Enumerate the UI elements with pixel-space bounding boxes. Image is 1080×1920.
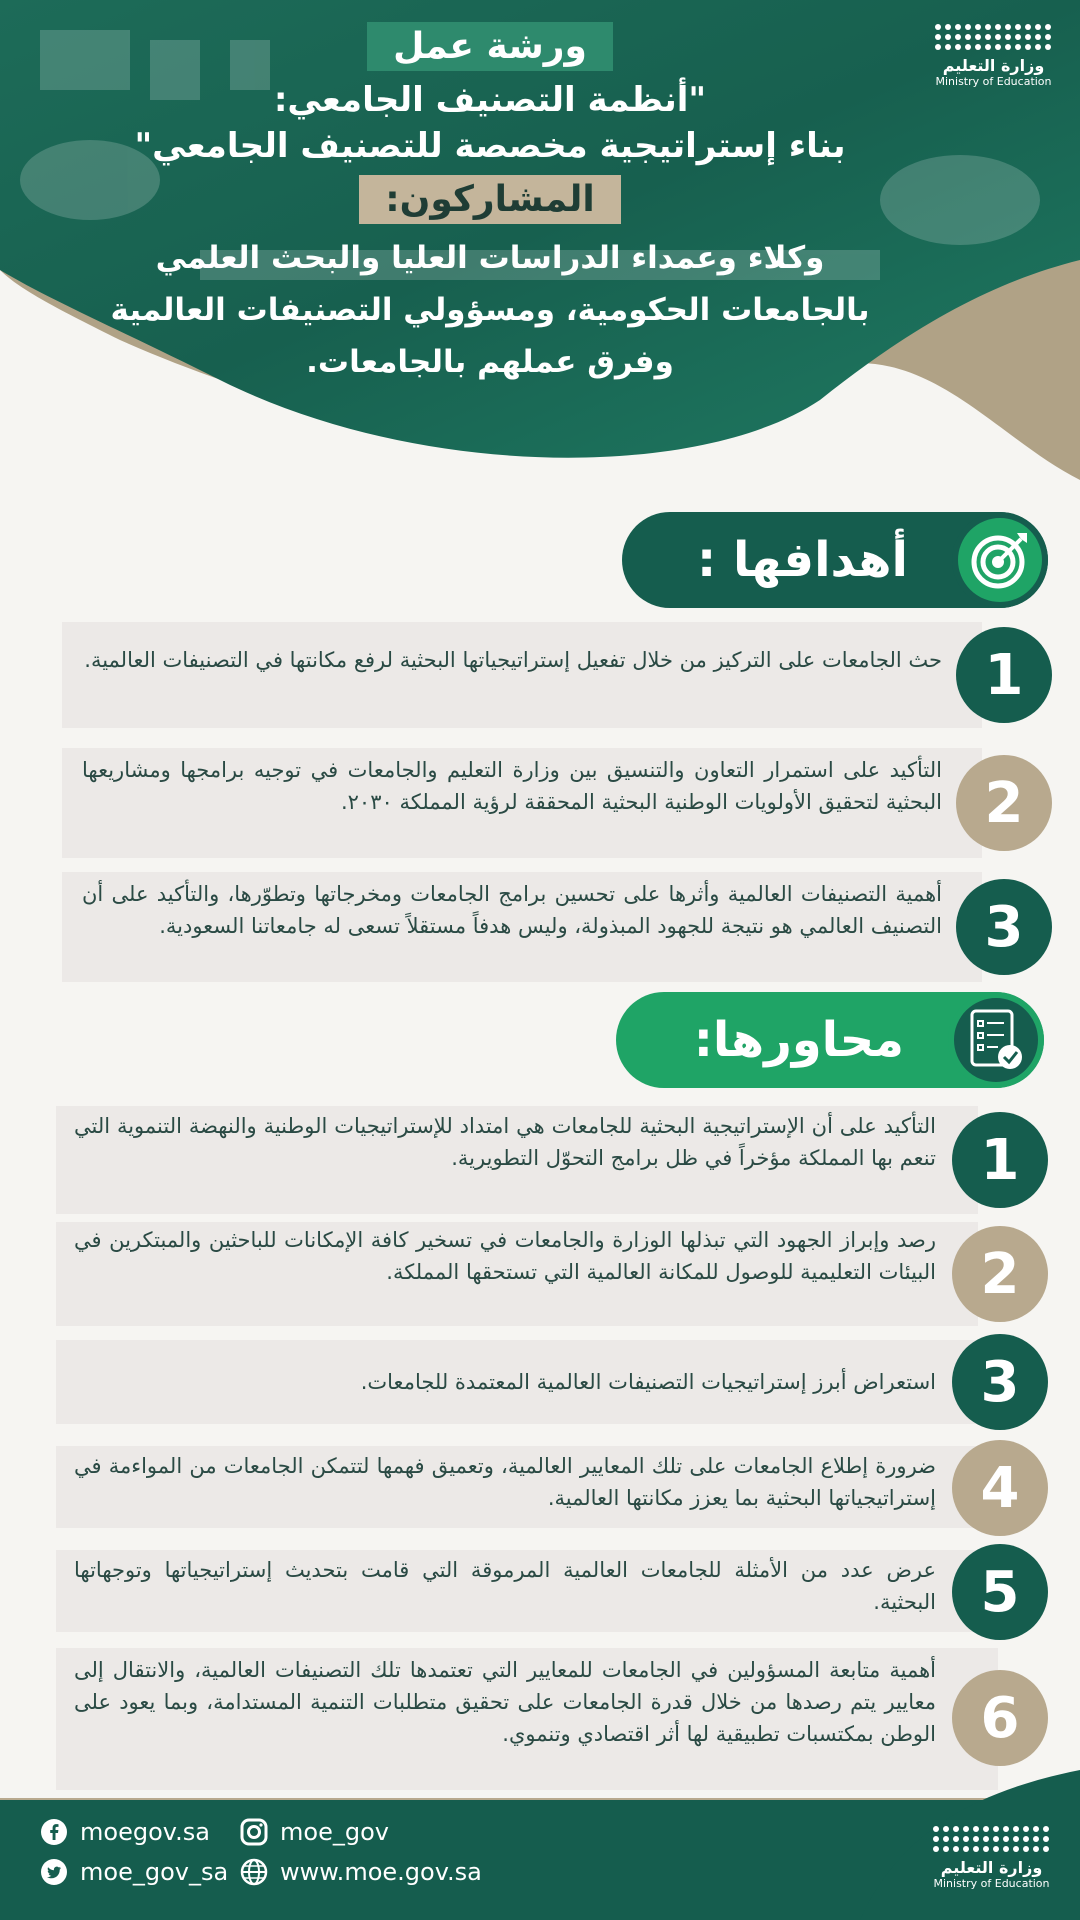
participants-tag: المشاركون: <box>359 175 621 224</box>
goals-heading-bar <box>622 512 1048 608</box>
title-line-2: بناء إستراتيجية مخصصة للتصنيف الجامعي" <box>134 126 846 166</box>
logo-text-en: Ministry of Education <box>935 75 1052 88</box>
website-link[interactable] <box>240 1858 482 1886</box>
axis-item <box>56 1106 1048 1214</box>
workshop-tag: ورشة عمل <box>367 22 613 71</box>
facebook-handle: moegov.sa <box>80 1818 210 1846</box>
participants-line-2: بالجامعات الحكومية، ومسؤولي التصنيفات العالمية <box>110 292 870 328</box>
axis-number: 5 <box>952 1544 1048 1640</box>
axis-number: 1 <box>952 1112 1048 1208</box>
axis-item <box>56 1222 1048 1326</box>
goal-text: حث الجامعات على التركيز من خلال تفعيل إستراتيجياتها البحثية لرفع مكانتها في التصنيفات العالمية. <box>84 648 942 672</box>
footer-logo-text-ar: وزارة التعليم <box>940 1858 1043 1877</box>
goal-number: 3 <box>956 879 1052 975</box>
twitter-handle: moe_gov_sa <box>80 1858 229 1886</box>
logo-text-ar: وزارة التعليم <box>942 56 1045 75</box>
goal-item <box>62 622 1052 728</box>
axis-text: أهمية متابعة المسؤولين في الجامعات للمعايير التي تعتمدها تلك التصنيفات العالمية، والانتقال إلى معايير يتم رصدها من خلال قدرة الجامعات على تحقيق متطلبات التنمية المستدامة، وبما يعود على الوطن بمكتسبات تطبيقية لها أثر اقتصادي وتنموي. <box>74 1658 936 1746</box>
website-url: www.moe.gov.sa <box>280 1858 482 1886</box>
logo-dots-icon <box>933 1826 1050 1852</box>
twitter-link[interactable] <box>40 1858 228 1886</box>
axis-text: التأكيد على أن الإستراتيجية البحثية للجامعات هي امتداد للإستراتيجيات الوطنية والنهضة التنموية التي تنعم بها المملكة مؤخراً في ظل برامج التحوّل التطويرية. <box>74 1114 936 1170</box>
goals-heading: أهدافها : <box>697 532 908 588</box>
twitter-icon <box>40 1858 68 1886</box>
axis-text: رصد وإبراز الجهود التي تبذلها الوزارة والجامعات في تسخير كافة الإمكانات للباحثين والمبتكرين في البيئات التعليمية للوصول للمكانة العالمية التي تستحقها المملكة. <box>74 1228 936 1284</box>
axis-item <box>56 1542 1048 1642</box>
axis-text: ضرورة إطلاع الجامعات على تلك المعايير العالمية، وتعميق فهمها لتتمكن الجامعات من المواءمة في إستراتيجياتها البحثية بما يعزز مكانتها العالمية. <box>74 1454 936 1510</box>
participants-line-1: وكلاء وعمداء الدراسات العليا والبحث العلمي <box>155 240 825 276</box>
title-line-1: "أنظمة التصنيف الجامعي: <box>273 80 707 120</box>
axis-item <box>56 1332 1048 1432</box>
target-icon <box>952 512 1048 608</box>
axes-heading: محاورها: <box>693 1012 904 1068</box>
axis-number: 6 <box>952 1670 1048 1766</box>
goal-number: 1 <box>956 627 1052 723</box>
goal-item <box>62 872 1052 982</box>
facebook-icon <box>40 1818 68 1846</box>
goal-text: التأكيد على استمرار التعاون والتنسيق بين وزارة التعليم والجامعات في توجيه برامجها ومشاريعها البحثية لتحقيق الأولويات الوطنية البحثية المحققة لرؤية المملكة ٢٠٣٠. <box>82 758 942 814</box>
logo-dots-icon <box>935 24 1052 50</box>
title-block <box>60 22 920 388</box>
checklist-icon <box>948 992 1044 1088</box>
axis-number: 4 <box>952 1440 1048 1536</box>
axis-item <box>56 1648 1048 1790</box>
footer-ministry-logo <box>933 1826 1050 1890</box>
axis-number: 2 <box>952 1226 1048 1322</box>
instagram-handle: moe_gov <box>280 1818 389 1846</box>
ministry-logo <box>935 24 1052 88</box>
axis-number: 3 <box>952 1334 1048 1430</box>
axis-text: عرض عدد من الأمثلة للجامعات العالمية المرموقة التي قامت بتحديث إستراتيجياتها وتوجهاتها البحثية. <box>74 1558 936 1614</box>
goal-number: 2 <box>956 755 1052 851</box>
footer <box>0 1800 1080 1920</box>
footer-logo-text-en: Ministry of Education <box>933 1877 1050 1890</box>
axis-text: استعراض أبرز إستراتيجيات التصنيفات العالمية المعتمدة للجامعات. <box>360 1370 936 1394</box>
header-banner <box>0 0 1080 500</box>
instagram-link[interactable] <box>240 1818 389 1846</box>
instagram-icon <box>240 1818 268 1846</box>
globe-icon <box>240 1858 268 1886</box>
axis-item <box>56 1438 1048 1538</box>
goal-item <box>62 748 1052 858</box>
facebook-link[interactable] <box>40 1818 210 1846</box>
axes-heading-bar <box>616 992 1044 1088</box>
goal-text: أهمية التصنيفات العالمية وأثرها على تحسين برامج الجامعات ومخرجاتها وتطوّرها، والتأكيد على أن التصنيف العالمي هو نتيجة للجهود المبذولة، وليس هدفاً مستقلاً تسعى له جامعاتنا السعودية. <box>82 882 942 938</box>
participants-line-3: وفرق عملهم بالجامعات. <box>306 344 674 380</box>
